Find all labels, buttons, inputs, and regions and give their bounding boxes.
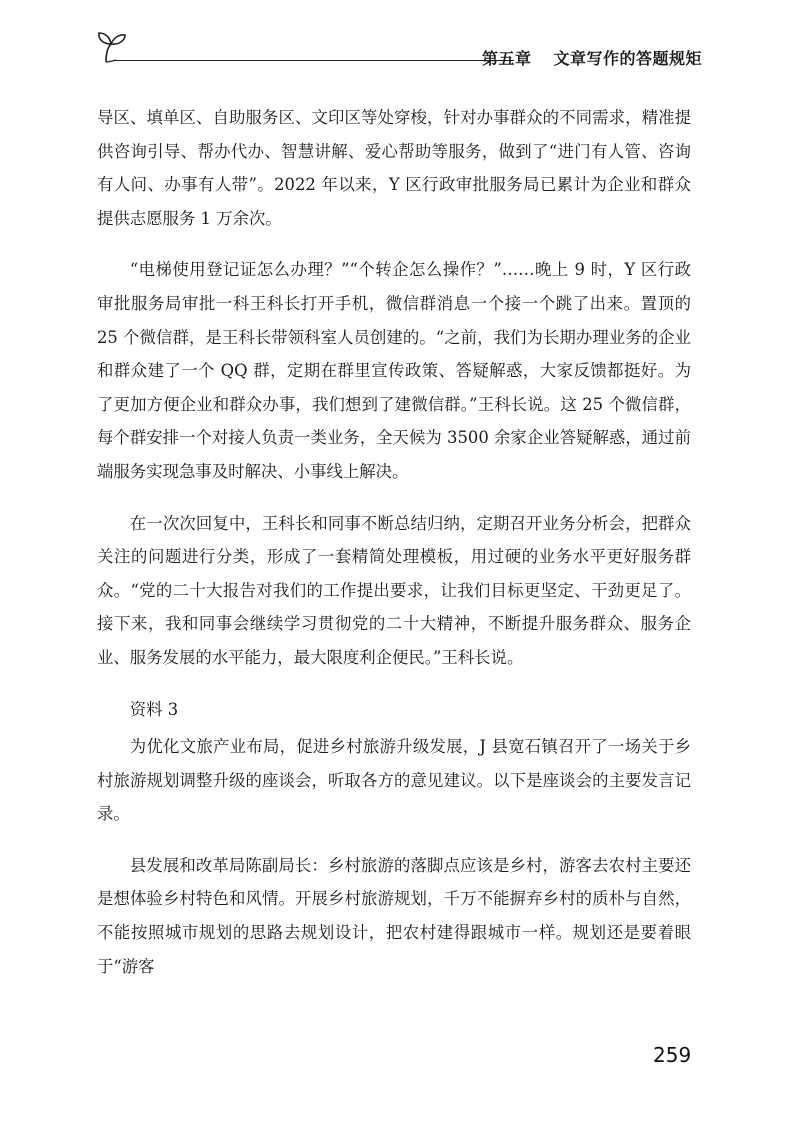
chapter-title	[482, 46, 702, 69]
paragraph-continued: 导区、填单区、自助服务区、文印区等处穿梭，针对办事群众的不同需求，精准提供咨询引导、帮办代办、智慧讲解、爱心帮助等服务，做到了“进门有人管、咨询有人问、办事有人带”。2022 年以来，Y 区行政审批服务局已累计为企业和群众提供志愿服务 1 万余次。	[97, 108, 691, 228]
running-header	[92, 28, 712, 68]
paragraph: 在一次次回复中，王科长和同事不断总结归纳，定期召开业务分析会，把群众关注的问题进行分类，形成了一套精简处理模板，用过硬的业务水平更好服务群众。“党的二十大报告对我们的工作提出要求，让我们目标更坚定、干劲更足了。接下来，我和同事会继续学习贯彻党的二十大精神，不断提升服务群众、服务企业、服务发展的水平能力，最大限度利企便民。”王科长说。	[97, 513, 691, 667]
page-number: 259	[653, 1043, 692, 1067]
header-rule	[114, 60, 514, 61]
paragraph: “电梯使用登记证怎么办理？”“个转企怎么操作？”……晚上 9 时，Y 区行政审批服务局审批一科王科长打开手机，微信群消息一个接一个跳了出来。置顶的 25 个微信群，是王科长带领科室人员创建的。“之前，我们为长期办理业务的企业和群众建了一个 QQ 群，定期在群里宣传政策、答疑解惑，大家反馈都挺好。为了更加方便企业和群众办事，我们想到了建微信群。”王科长说。这 25 个微信群，每个群安排一个对接人负责一类业务，全天候为 3500 余家企业答疑解惑，通过前端服务实现急事及时解决、小事线上解决。	[97, 260, 691, 481]
paragraph: 县发展和改革局陈副局长：乡村旅游的落脚点应该是乡村，游客去农村主要还是想体验乡村特色和风情。开展乡村旅游规划，千万不能摒弃乡村的质朴与自然，不能按照城市规划的思路去规划设计，把农村建得跟城市一样。规划还是要着眼于“游客	[97, 855, 691, 976]
chapter-number: 第五章	[482, 49, 532, 68]
paragraph: 为优化文旅产业布局，促进乡村旅游升级发展，J 县宽石镇召开了一场关于乡村旅游规划调整升级的座谈会，听取各方的意见建议。以下是座谈会的主要发言记录。	[97, 737, 691, 824]
sprout-icon	[92, 28, 132, 64]
chapter-name: 文章写作的答题规矩	[553, 49, 703, 68]
body-text	[97, 101, 691, 1001]
material-label: 资料 3	[129, 699, 179, 719]
